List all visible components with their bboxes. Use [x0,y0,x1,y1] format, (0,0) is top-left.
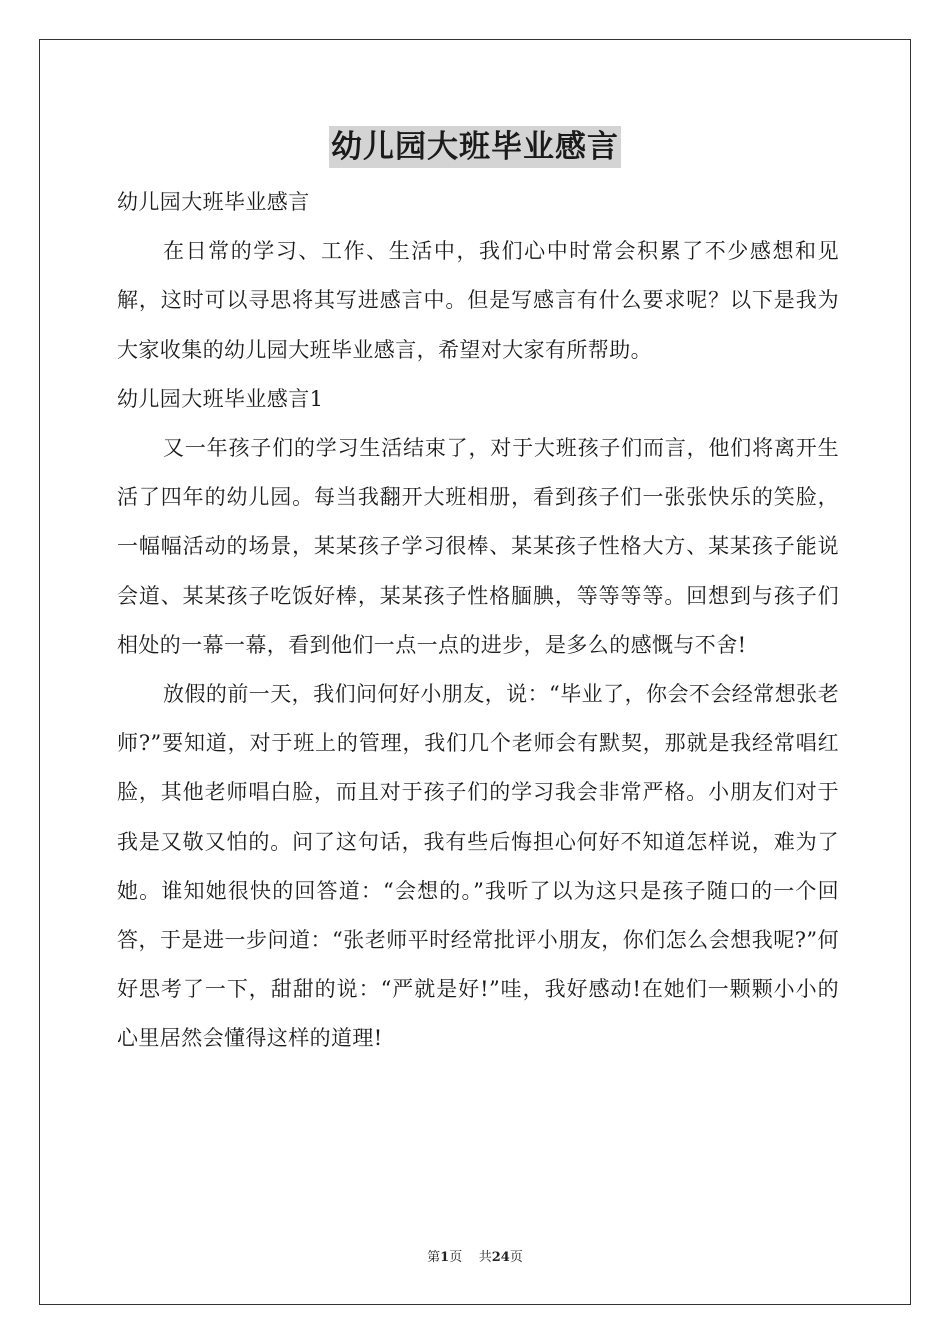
subtitle: 幼儿园大班毕业感言 [117,190,310,214]
page-current: 1 [440,1250,450,1265]
page-prefix: 第 [427,1250,441,1265]
document-body [117,178,839,1064]
intro-paragraph: 在日常的学习、工作、生活中，我们心中时常会积累了不少感想和见解，这时可以寻思将其写进感言中。但是写感言有什么要求呢？以下是我为大家收集的幼儿园大班毕业感言，希望对大家有所帮助。 [117,239,839,362]
total-suffix: 页 [509,1250,523,1265]
page-total: 24 [491,1250,510,1265]
body-paragraph-1: 又一年孩子们的学习生活结束了，对于大班孩子们而言，他们将离开生活了四年的幼儿园。每当我翻开大班相册，看到孩子们一张张快乐的笑脸，一幅幅活动的场景，某某孩子学习很棒、某某孩子性格大方、某某孩子能说会道、某某孩子吃饭好棒，某某孩子性格腼腆，等等等等。回想到与孩子们相处的一幕一幕，看到他们一点一点的进步，是多么的感慨与不舍! [117,436,839,657]
section-heading: 幼儿园大班毕业感言1 [117,386,324,411]
page-footer [0,1246,950,1265]
document-title: 幼儿园大班毕业感言 [329,126,621,168]
body-paragraph-2: 放假的前一天，我们问何好小朋友，说：“毕业了，你会不会经常想张老师?”要知道，对于班上的管理，我们几个老师会有默契，那就是我经常唱红脸，其他老师唱白脸，而且对于孩子们的学习我会非常严格。小朋友们对于我是又敬又怕的。问了这句话，我有些后悔担心何好不知道怎样说，难为了她。谁知她很快的回答道：“会想的。”我听了以为这只是孩子随口的一个回答，于是进一步问道：“张老师平时经常批评小朋友，你们怎么会想我呢?”何好思考了一下，甜甜的说：“严就是好!”哇，我好感动!在她们一颗颗小小的心里居然会懂得这样的道理! [117,682,839,1051]
total-prefix: 共 [478,1250,492,1265]
title-container [0,126,950,168]
page-suffix: 页 [449,1250,463,1265]
